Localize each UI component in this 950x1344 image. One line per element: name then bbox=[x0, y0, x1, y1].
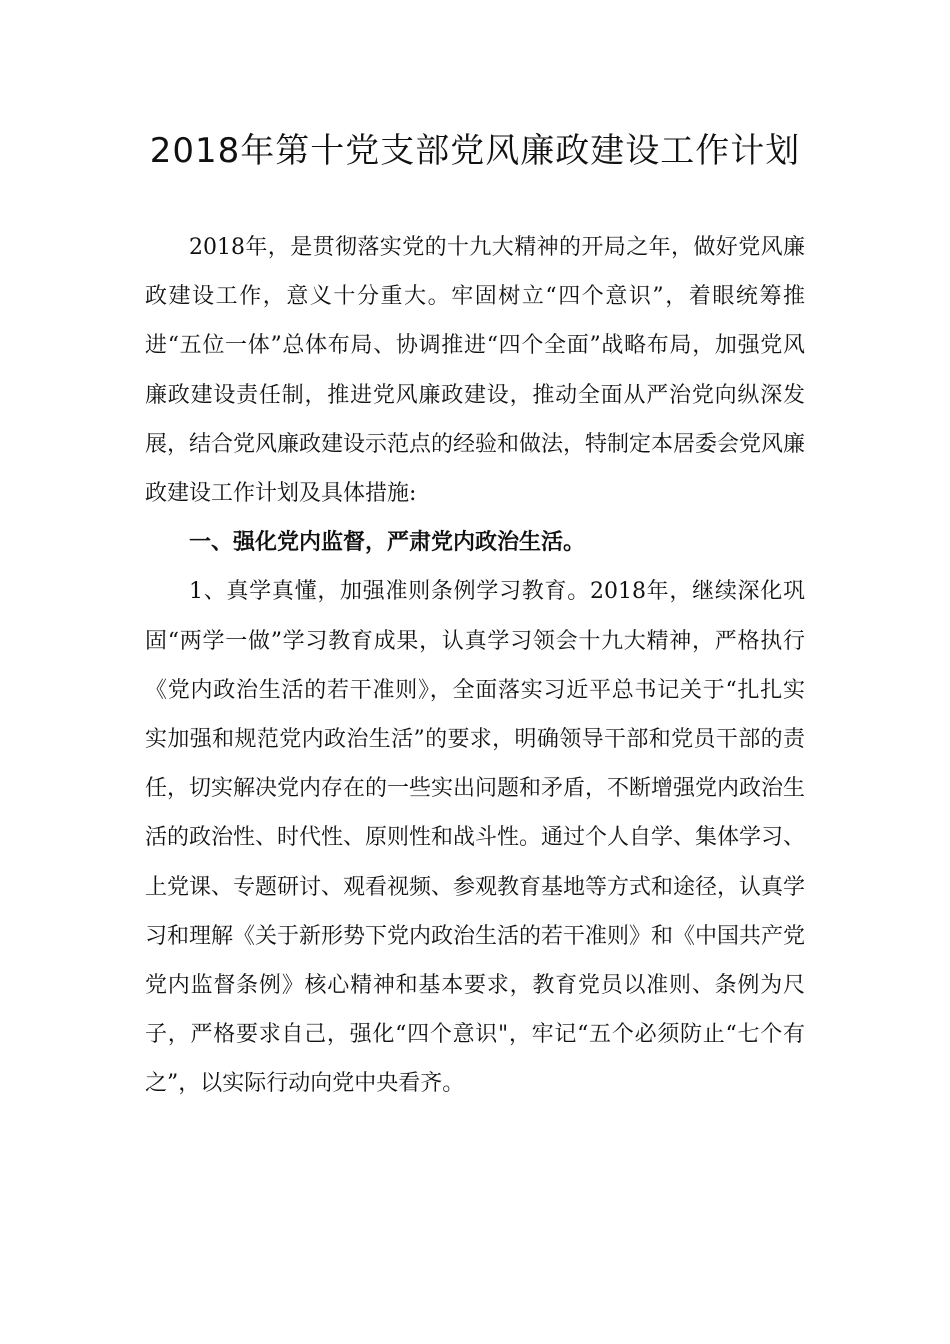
intro-paragraph: 2018年，是贯彻落实党的十九大精神的开局之年，做好党风廉政建设工作，意义十分重大。牢固树立“四个意识”，着眼统筹推进“五位一体”总体布局、协调推进“四个全面”战略布局，加强党风廉政建设责任制，推进党风廉政建设，推动全面从严治党向纵深发展，结合党风廉政建设示范点的经验和做法，特制定本居委会党风廉政建设工作计划及具体措施: bbox=[145, 235, 806, 507]
document-title: 2018年第十党支部党风廉政建设工作计划 bbox=[149, 131, 801, 171]
document-body bbox=[145, 223, 805, 1109]
section-1-item-1-paragraph: 1、真学真懂，加强准则条例学习教育。2018年，继续深化巩固“两学一做”学习教育成果，认真学习领会十九大精神，严格执行《党内政治生活的若干准则》，全面落实习近平总书记关于“扎扎实实加强和规范党内政治生活”的要求，明确领导干部和党员干部的责任，切实解决党内存在的一些实出问题和矛盾，不断增强党内政治生活的政治性、时代性、原则性和战斗性。通过个人自学、集体学习、上党课、专题研讨、观看视频、参观教育基地等方式和途径，认真学习和理解《关于新形势下党内政治生活的若干准则》和《中国共产党党内监督条例》核心精神和基本要求，教育党员以准则、条例为尺子，严格要求自己，强化“四个意识"，牢记“五个必须防止“七个有之”，以实际行动向党中央看齐。 bbox=[145, 579, 806, 1097]
section-heading-1: 一、强化党内监督，严肃党内政治生活。 bbox=[189, 530, 586, 556]
